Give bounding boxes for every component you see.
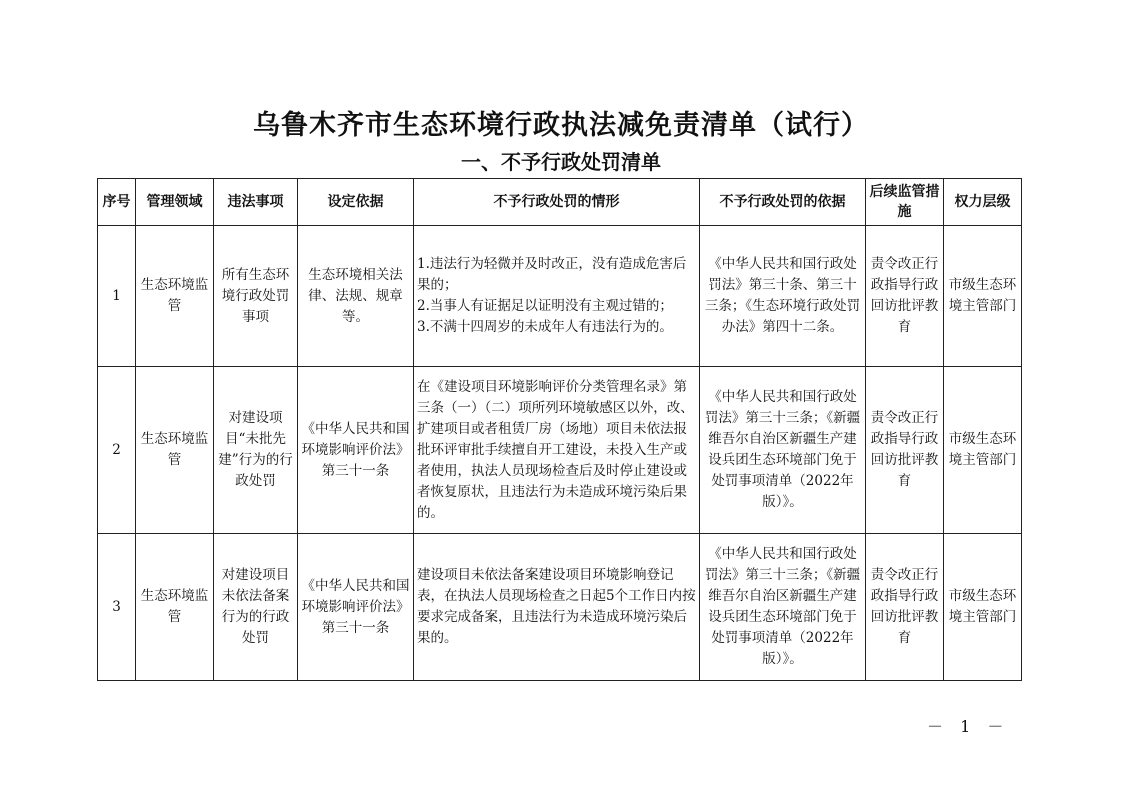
exemption-circumstance: 建设项目未依法备案建设项目环境影响登记表，在执法人员现场检查之日起5个工作日内按要求完成备案，且违法行为未造成环境污染后果的。 xyxy=(414,534,700,681)
management-domain: 生态环境监管 xyxy=(136,226,214,367)
page-number: － 1 － xyxy=(927,717,1010,736)
header-cell: 设定依据 xyxy=(298,179,414,226)
row-number: 1 xyxy=(98,226,136,367)
header-cell: 不予行政处罚的依据 xyxy=(700,179,866,226)
legal-basis: 生态环境相关法律、法规、规章等。 xyxy=(298,226,414,367)
follow-up-supervision: 责令改正行政指导行政回访批评教育 xyxy=(866,367,944,534)
row-number: 3 xyxy=(98,534,136,681)
penalty-exemption-table xyxy=(97,178,1022,681)
authority-level: 市级生态环境主管部门 xyxy=(944,226,1022,367)
management-domain: 生态环境监管 xyxy=(136,534,214,681)
document-title: 乌鲁木齐市生态环境行政执法减免责清单（试行） xyxy=(253,110,869,141)
row-number: 2 xyxy=(98,367,136,534)
authority-level: 市级生态环境主管部门 xyxy=(944,367,1022,534)
exemption-circumstance: 在《建设项目环境影响评价分类管理名录》第三条（一）（二）项所列环境敏感区以外，改、扩建项目或者租赁厂房（场地）项目未依法报批环评审批手续擅自开工建设，未投入生产或者使用，执法人员现场检查后及时停止建设或者恢复原状，且违法行为未造成环境污染后果的。 xyxy=(414,367,700,534)
table-row xyxy=(98,226,1022,367)
exemption-basis: 《中华人民共和国行政处罚法》第三十条、第三十三条；《生态环境行政处罚办法》第四十二条。 xyxy=(700,226,866,367)
violation-matter: 所有生态环境行政处罚事项 xyxy=(214,226,298,367)
header-cell: 违法事项 xyxy=(214,179,298,226)
header-cell: 后续监管措施 xyxy=(866,179,944,226)
follow-up-supervision: 责令改正行政指导行政回访批评教育 xyxy=(866,534,944,681)
legal-basis: 《中华人民共和国环境影响评价法》第三十一条 xyxy=(298,534,414,681)
violation-matter: 对建设项目未依法备案行为的行政处罚 xyxy=(214,534,298,681)
management-domain: 生态环境监管 xyxy=(136,367,214,534)
exemption-basis: 《中华人民共和国行政处罚法》第三十三条；《新疆维吾尔自治区新疆生产建设兵团生态环境部门免于处罚事项清单（2022年版）》。 xyxy=(700,534,866,681)
exemption-circumstance: 1.违法行为轻微并及时改正，没有造成危害后果的； 2.当事人有证据足以证明没有主观过错的； 3.不满十四周岁的未成年人有违法行为的。 xyxy=(414,226,700,367)
exemption-basis: 《中华人民共和国行政处罚法》第三十三条；《新疆维吾尔自治区新疆生产建设兵团生态环境部门免于处罚事项清单（2022年版）》。 xyxy=(700,367,866,534)
legal-basis: 《中华人民共和国环境影响评价法》第三十一条 xyxy=(298,367,414,534)
follow-up-supervision: 责令改正行政指导行政回访批评教育 xyxy=(866,226,944,367)
table-header-row xyxy=(98,179,1022,226)
header-cell: 序号 xyxy=(98,179,136,226)
violation-matter: 对建设项目“未批先建”行为的行政处罚 xyxy=(214,367,298,534)
section-title: 一、不予行政处罚清单 xyxy=(461,150,661,174)
header-cell: 不予行政处罚的情形 xyxy=(414,179,700,226)
table-row xyxy=(98,367,1022,534)
header-cell: 管理领域 xyxy=(136,179,214,226)
table-row xyxy=(98,534,1022,681)
header-cell: 权力层级 xyxy=(944,179,1022,226)
authority-level: 市级生态环境主管部门 xyxy=(944,534,1022,681)
